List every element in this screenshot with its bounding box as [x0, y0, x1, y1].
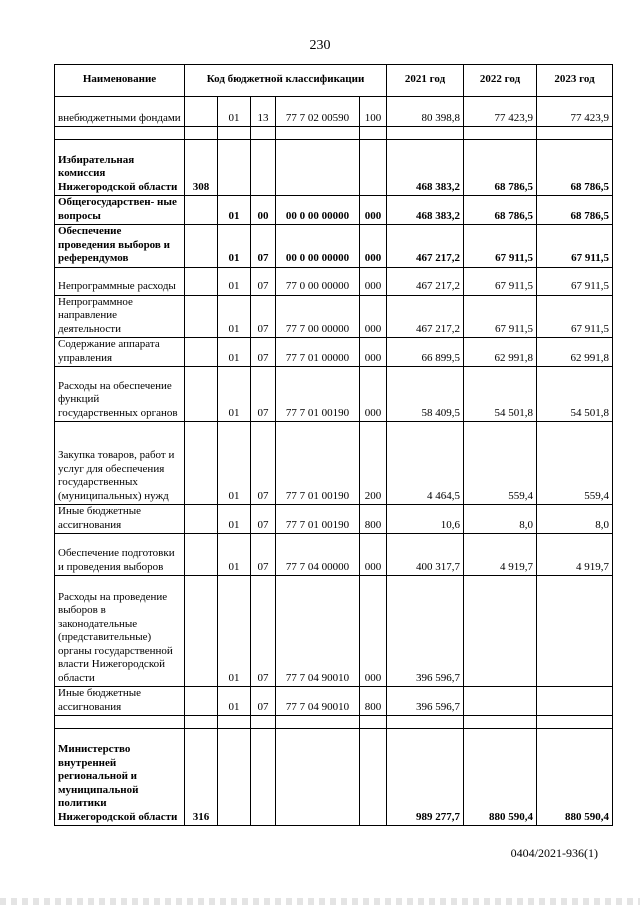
cell-2022: 559,4: [464, 422, 537, 505]
empty-cell: [537, 716, 613, 729]
cell-ved: [185, 196, 218, 225]
table-row: [55, 422, 613, 505]
cell-ved: [185, 97, 218, 127]
cell-2023: 68 786,5: [537, 196, 613, 225]
cell-csr: 00 0 00 00000: [276, 196, 360, 225]
header-2021: 2021 год: [387, 65, 464, 97]
cell-vr: [360, 140, 387, 196]
table-row: [55, 338, 613, 367]
cell-vr: 000: [360, 534, 387, 576]
cell-csr: 77 7 02 00590: [276, 97, 360, 127]
cell-2022: 62 991,8: [464, 338, 537, 367]
cell-2021: 10,6: [387, 505, 464, 534]
cell-pr: 07: [251, 505, 276, 534]
cell-ved: [185, 338, 218, 367]
cell-2021: 4 464,5: [387, 422, 464, 505]
empty-cell: [55, 716, 185, 729]
cell-name: Непрограммное направление деятельности: [55, 295, 185, 338]
cell-csr: [276, 729, 360, 826]
cell-vr: [360, 729, 387, 826]
cell-csr: 77 7 01 00190: [276, 367, 360, 422]
cell-ved: [185, 576, 218, 687]
empty-cell: [387, 127, 464, 140]
cell-csr: 00 0 00 00000: [276, 225, 360, 268]
cell-2022: 880 590,4: [464, 729, 537, 826]
table-row: [55, 97, 613, 127]
table-row: [55, 534, 613, 576]
cell-2023: 880 590,4: [537, 729, 613, 826]
cell-pr: 07: [251, 422, 276, 505]
cell-ved: [185, 267, 218, 295]
cell-vr: 000: [360, 225, 387, 268]
cell-rz: 01: [218, 576, 251, 687]
cell-2023: 559,4: [537, 422, 613, 505]
table-body: [55, 97, 613, 826]
cell-2021: 468 383,2: [387, 196, 464, 225]
cell-2022: [464, 576, 537, 687]
table-row: [55, 140, 613, 196]
cell-rz: 01: [218, 196, 251, 225]
cell-name: Содержание аппарата управления: [55, 338, 185, 367]
cell-2023: 67 911,5: [537, 267, 613, 295]
cell-2023: 67 911,5: [537, 225, 613, 268]
cell-csr: 77 7 01 00000: [276, 338, 360, 367]
table-header-row: [55, 65, 613, 97]
table-row: [55, 295, 613, 338]
cell-pr: 00: [251, 196, 276, 225]
cell-vr: 000: [360, 267, 387, 295]
cell-2023: 4 919,7: [537, 534, 613, 576]
page-number: 230: [309, 38, 331, 53]
cell-rz: 01: [218, 225, 251, 268]
cell-rz: 01: [218, 367, 251, 422]
cell-vr: 000: [360, 295, 387, 338]
cell-ved: [185, 687, 218, 716]
cell-vr: 000: [360, 576, 387, 687]
empty-cell: [276, 716, 360, 729]
cell-2022: [464, 687, 537, 716]
cell-csr: 77 7 01 00190: [276, 422, 360, 505]
empty-cell: [276, 127, 360, 140]
cell-name: Расходы на обеспечение функций государственных органов: [55, 367, 185, 422]
cell-2021: 58 409,5: [387, 367, 464, 422]
cell-csr: [276, 140, 360, 196]
spacer-row: [55, 716, 613, 729]
cell-pr: [251, 140, 276, 196]
empty-cell: [218, 127, 251, 140]
cell-pr: 07: [251, 534, 276, 576]
cell-2023: 67 911,5: [537, 295, 613, 338]
cell-pr: 07: [251, 338, 276, 367]
cell-2022: 68 786,5: [464, 140, 537, 196]
cell-name: внебюджетными фондами: [55, 97, 185, 127]
cell-2022: 67 911,5: [464, 267, 537, 295]
cell-vr: 000: [360, 367, 387, 422]
cell-pr: 13: [251, 97, 276, 127]
cell-csr: 77 7 04 00000: [276, 534, 360, 576]
cell-rz: 01: [218, 505, 251, 534]
cell-2021: 396 596,7: [387, 576, 464, 687]
cell-pr: 07: [251, 225, 276, 268]
cell-name: Иные бюджетные ассигнования: [55, 687, 185, 716]
table-row: [55, 687, 613, 716]
cell-vr: 000: [360, 338, 387, 367]
cell-2023: 77 423,9: [537, 97, 613, 127]
cell-rz: 01: [218, 267, 251, 295]
empty-cell: [55, 127, 185, 140]
cell-rz: 01: [218, 97, 251, 127]
cell-pr: 07: [251, 295, 276, 338]
table-row: [55, 225, 613, 268]
empty-cell: [464, 716, 537, 729]
cell-2022: 67 911,5: [464, 225, 537, 268]
budget-table: [54, 64, 613, 826]
cell-2022: 77 423,9: [464, 97, 537, 127]
empty-cell: [387, 716, 464, 729]
cell-name: Иные бюджетные ассигнования: [55, 505, 185, 534]
cell-name: Обеспечение проведения выборов и референдумов: [55, 225, 185, 268]
cell-csr: 77 7 04 90010: [276, 576, 360, 687]
header-2022: 2022 год: [464, 65, 537, 97]
cell-ved: [185, 505, 218, 534]
cell-vr: 800: [360, 687, 387, 716]
cell-name: Расходы на проведение выборов в законодательные (представительные) органы государственной власти Нижегородской области: [55, 576, 185, 687]
cell-name: Обеспечение подготовки и проведения выборов: [55, 534, 185, 576]
cell-ved: [185, 534, 218, 576]
document-id: 0404/2021-936(1): [510, 846, 598, 860]
spacer-row: [55, 127, 613, 140]
empty-cell: [251, 716, 276, 729]
empty-cell: [185, 127, 218, 140]
empty-cell: [464, 127, 537, 140]
cell-2022: 68 786,5: [464, 196, 537, 225]
cell-2021: 66 899,5: [387, 338, 464, 367]
cell-2021: 400 317,7: [387, 534, 464, 576]
cell-2021: 989 277,7: [387, 729, 464, 826]
table-row: [55, 576, 613, 687]
cell-2021: 80 398,8: [387, 97, 464, 127]
cell-2021: 467 217,2: [387, 225, 464, 268]
cell-ved: [185, 295, 218, 338]
table-row: [55, 267, 613, 295]
empty-cell: [251, 127, 276, 140]
cell-2022: 54 501,8: [464, 367, 537, 422]
cell-csr: 77 7 04 90010: [276, 687, 360, 716]
cell-2023: 54 501,8: [537, 367, 613, 422]
cell-name: Избирательная комиссия Нижегородской области: [55, 140, 185, 196]
cell-ved: [185, 422, 218, 505]
cell-rz: 01: [218, 422, 251, 505]
cell-2022: 67 911,5: [464, 295, 537, 338]
cell-ved: 316: [185, 729, 218, 826]
cell-ved: [185, 367, 218, 422]
cell-name: Министерство внутренней региональной и муниципальной политики Нижегородской области: [55, 729, 185, 826]
cell-rz: [218, 140, 251, 196]
cell-pr: 07: [251, 576, 276, 687]
cell-name: Общегосударствен- ные вопросы: [55, 196, 185, 225]
cell-name: Закупка товаров, работ и услуг для обеспечения государственных (муниципальных) нужд: [55, 422, 185, 505]
cell-2021: 467 217,2: [387, 295, 464, 338]
cell-rz: 01: [218, 687, 251, 716]
header-code: Код бюджетной классификации: [185, 65, 387, 97]
cell-pr: [251, 729, 276, 826]
table-row: [55, 196, 613, 225]
cell-ved: [185, 225, 218, 268]
empty-cell: [360, 127, 387, 140]
cell-rz: [218, 729, 251, 826]
cell-2021: 468 383,2: [387, 140, 464, 196]
cell-2023: [537, 687, 613, 716]
cell-2023: 8,0: [537, 505, 613, 534]
cell-csr: 77 7 01 00190: [276, 505, 360, 534]
header-2023: 2023 год: [537, 65, 613, 97]
header-name: Наименование: [55, 65, 185, 97]
table-row: [55, 367, 613, 422]
cell-2023: 68 786,5: [537, 140, 613, 196]
cell-vr: 000: [360, 196, 387, 225]
cell-rz: 01: [218, 338, 251, 367]
cell-ved: 308: [185, 140, 218, 196]
cell-vr: 200: [360, 422, 387, 505]
cell-vr: 800: [360, 505, 387, 534]
cell-csr: 77 0 00 00000: [276, 267, 360, 295]
cell-csr: 77 7 00 00000: [276, 295, 360, 338]
cell-pr: 07: [251, 687, 276, 716]
table-row: [55, 505, 613, 534]
cell-2022: 4 919,7: [464, 534, 537, 576]
cell-rz: 01: [218, 534, 251, 576]
table-row: [55, 729, 613, 826]
cell-2023: [537, 576, 613, 687]
cell-vr: 100: [360, 97, 387, 127]
empty-cell: [360, 716, 387, 729]
scan-edge: [0, 898, 640, 905]
cell-name: Непрограммные расходы: [55, 267, 185, 295]
cell-2021: 467 217,2: [387, 267, 464, 295]
empty-cell: [185, 716, 218, 729]
empty-cell: [537, 127, 613, 140]
cell-pr: 07: [251, 267, 276, 295]
cell-2021: 396 596,7: [387, 687, 464, 716]
empty-cell: [218, 716, 251, 729]
cell-2022: 8,0: [464, 505, 537, 534]
cell-2023: 62 991,8: [537, 338, 613, 367]
cell-rz: 01: [218, 295, 251, 338]
cell-pr: 07: [251, 367, 276, 422]
